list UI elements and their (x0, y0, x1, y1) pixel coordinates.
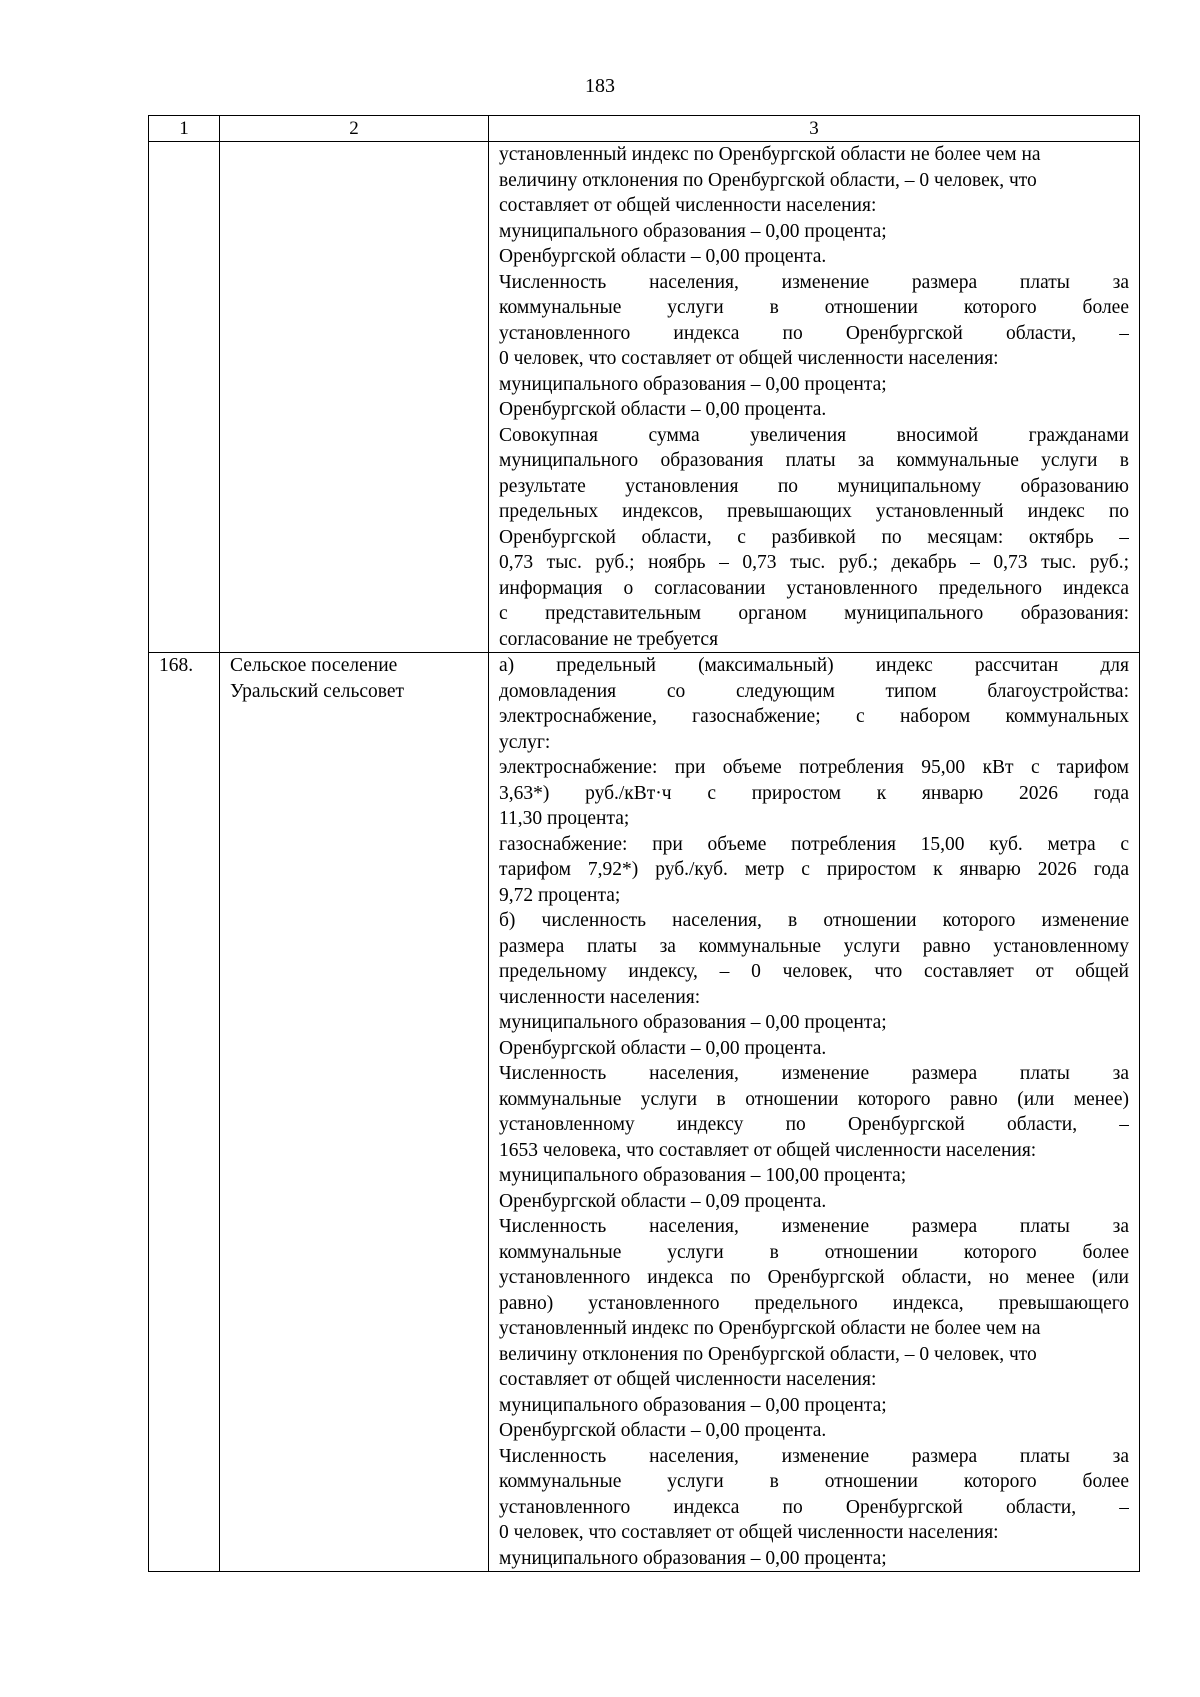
text-line: установленный индекс по Оренбургской области не более чем на (499, 144, 1041, 165)
description-cell (489, 653, 1140, 1572)
text-line: Численность населения, изменение размера платы за (499, 271, 1129, 293)
text-line: а) предельный (максимальный) индекс рассчитан для (499, 655, 1129, 676)
text-line: Численность населения, изменение размера платы за (499, 1216, 1129, 1237)
text-line: коммунальные услуги в отношении которого более (499, 297, 1129, 318)
text-line: величину отклонения по Оренбургской области, – 0 человек, что (499, 169, 1037, 191)
row-number-cell (149, 142, 220, 653)
text-line: размера платы за коммунальные услуги равно установленному (499, 935, 1129, 957)
text-line: газоснабжение: при объеме потребления 15,00 куб. метра с (499, 833, 1129, 855)
municipality-name-cell (220, 653, 489, 1572)
text-line: электроснабжение: при объеме потребления 95,00 кВт с тарифом (499, 757, 1129, 778)
text-line: установленный индекс по Оренбургской области не более чем на (499, 1318, 1041, 1339)
table-header-row (149, 116, 1140, 142)
text-line: согласование не требуется (499, 628, 719, 650)
municipality-name-line: Уральский сельсовет (230, 680, 405, 702)
text-line: Оренбургской области – 0,00 процента. (499, 246, 827, 267)
text-line: Оренбургской области – 0,09 процента. (499, 1190, 827, 1212)
table-row-continued (149, 142, 1140, 653)
text-line: информация о согласовании установленного предельного индекса (499, 577, 1129, 599)
text-line: муниципального образования – 0,00 процента; (499, 1394, 887, 1416)
text-line: Оренбургской области, с разбивкой по месяцам: октябрь – (499, 526, 1129, 548)
text-line: Оренбургской области – 0,00 процента. (499, 1420, 827, 1441)
text-line: муниципального образования – 0,00 процента; (499, 220, 887, 242)
text-line: величину отклонения по Оренбургской области, – 0 человек, что (499, 1343, 1037, 1365)
text-line: 0 человек, что составляет от общей численности населения: (499, 1522, 999, 1543)
text-line: Численность населения, изменение размера платы за (499, 1063, 1129, 1084)
column-header-3: 3 (489, 116, 1140, 142)
page-number: 183 (585, 75, 615, 97)
text-line: Оренбургской области – 0,00 процента. (499, 1037, 827, 1059)
text-line: муниципального образования – 0,00 процента; (499, 1012, 887, 1033)
text-line: 0 человек, что составляет от общей численности населения: (499, 348, 999, 369)
text-line: 3,63*) руб./кВт·ч с приростом к январю 2026 года (499, 782, 1129, 804)
text-line: б) численность населения, в отношении которого изменение (499, 910, 1129, 931)
text-line: электроснабжение, газоснабжение; с набором коммунальных (499, 706, 1129, 727)
municipality-name-line: Сельское поселение (230, 655, 398, 676)
text-line: муниципального образования – 0,00 процента; (499, 1547, 887, 1569)
municipality-name-cell (220, 142, 489, 653)
text-line: тарифом 7,92*) руб./куб. метр с приростом к январю 2026 года (499, 859, 1129, 880)
text-line: предельному индексу, – 0 человек, что составляет от общей (499, 961, 1129, 982)
text-line: домовладения со следующим типом благоустройства: (499, 680, 1129, 702)
text-line: коммунальные услуги в отношении которого равно (или менее) (499, 1088, 1129, 1110)
text-line: 11,30 процента; (499, 808, 630, 829)
text-line: с представительным органом муниципального образования: (499, 603, 1129, 624)
text-line: установленного индекса по Оренбургской области, – (499, 322, 1129, 344)
table-row-168 (149, 653, 1140, 1572)
column-header-1: 1 (149, 116, 220, 142)
text-line: 0,73 тыс. руб.; ноябрь – 0,73 тыс. руб.; декабрь – 0,73 тыс. руб.; (499, 552, 1129, 573)
text-line: Совокупная сумма увеличения вносимой гражданами (499, 424, 1129, 446)
text-line: установленного индекса по Оренбургской области, – (499, 1496, 1129, 1518)
text-line: составляет от общей численности населения: (499, 1369, 877, 1390)
text-line: муниципального образования платы за коммунальные услуги в (499, 450, 1129, 471)
row-number-cell: 168. (149, 653, 220, 1572)
column-header-2: 2 (220, 116, 489, 142)
text-line: численности населения: (499, 986, 701, 1008)
text-line: равно) установленного предельного индекса, превышающего (499, 1292, 1129, 1314)
text-line: услуг: (499, 731, 551, 753)
text-line: результате установления по муниципальному образованию (499, 475, 1129, 497)
text-line: 9,72 процента; (499, 884, 621, 906)
text-line: установленного индекса по Оренбургской области, но менее (или (499, 1267, 1129, 1288)
text-line: коммунальные услуги в отношении которого более (499, 1471, 1129, 1492)
text-line: Численность населения, изменение размера платы за (499, 1445, 1129, 1467)
data-table (148, 115, 1140, 1572)
text-line: составляет от общей численности населения: (499, 195, 877, 216)
text-line: предельных индексов, превышающих установленный индекс по (499, 501, 1129, 522)
text-line: муниципального образования – 100,00 процента; (499, 1165, 907, 1186)
text-line: коммунальные услуги в отношении которого более (499, 1241, 1129, 1263)
text-line: Оренбургской области – 0,00 процента. (499, 399, 827, 420)
text-line: 1653 человека, что составляет от общей численности населения: (499, 1139, 1037, 1161)
text-line: муниципального образования – 0,00 процента; (499, 373, 887, 395)
description-cell (489, 142, 1140, 653)
text-line: установленному индексу по Оренбургской области, – (499, 1114, 1129, 1135)
